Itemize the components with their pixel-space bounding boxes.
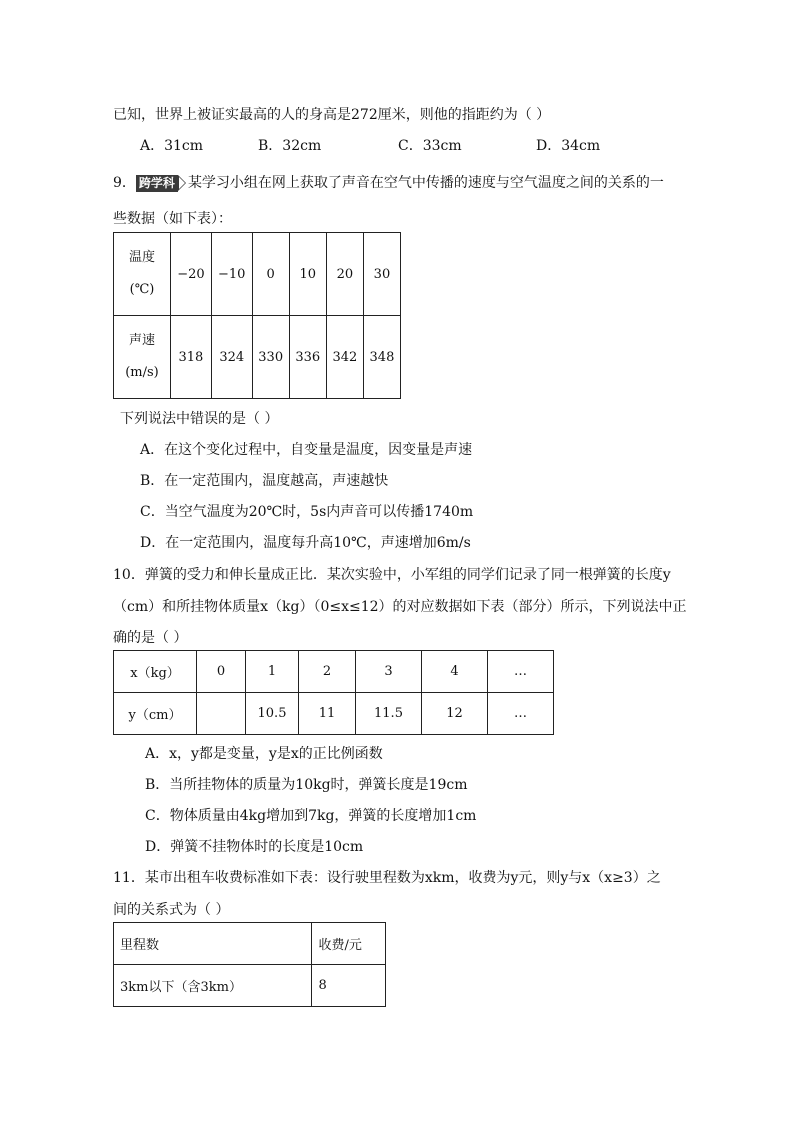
q9-stem-line2: 些数据（如下表）： [113,211,232,227]
table-cell: 11.5 [356,693,422,735]
table-cell: 318 [171,316,212,399]
table-header-cell: 收费/元 [312,923,386,965]
table-cell: 324 [211,316,252,399]
table-header-cell: 温度 (℃) [114,233,171,316]
table-cell: 3 [356,651,422,693]
table-cell: 1 [246,651,299,693]
table-cell: 348 [363,316,400,399]
q9-option-b: B．在一定范围内，温度越高，声速越快 [140,473,389,489]
q9-option-d: D．在一定范围内，温度每升高10℃，声速增加6m/s [140,535,471,551]
q9-stem-text: 某学习小组在网上获取了声音在空气中传播的速度与空气温度之间的关系的一 [187,175,664,191]
q8-option-d: D．34cm [536,138,601,154]
q11-stem-line1: 11．某市出租车收费标准如下表：设行驶里程数为xkm，收费为y元，则y与x（x≥3）之 [113,870,661,886]
taxi-fare-table [113,922,386,1007]
q9-number: 9． [113,175,136,191]
q10-stem-line1: 10．弹簧的受力和伸长量成正比．某次实验中，小军组的同学们记录了同一根弹簧的长度y [113,567,671,583]
table-row [114,651,554,693]
table-cell [197,693,246,735]
table-row [114,693,554,735]
q8-option-b: B．32cm [258,138,322,154]
table-cell: 11 [299,693,356,735]
table-cell: 20 [326,233,363,316]
table-header-cell: x（kg） [114,651,197,693]
q9-option-c: C．当空气温度为20℃时，5s内声音可以传播1740m [140,504,474,520]
q8-stem: 已知，世界上被证实最高的人的身高是272厘米，则他的指距约为（ ） [113,107,551,123]
table-cell: … [488,693,554,735]
table-cell: 8 [312,965,386,1007]
table-cell: 4 [422,651,488,693]
q8-option-a: A．31cm [140,138,204,154]
table-cell: … [488,651,554,693]
table-row [114,965,386,1007]
q9-option-a: A．在这个变化过程中，自变量是温度，因变量是声速 [140,442,473,458]
table-cell: 342 [326,316,363,399]
table-cell: 330 [252,316,289,399]
table-cell: 0 [197,651,246,693]
table-cell: 30 [363,233,400,316]
sound-speed-table [113,232,401,399]
table-row [114,233,401,316]
table-cell: 10 [289,233,326,316]
table-row [114,316,401,399]
table-cell: −20 [171,233,212,316]
interdisciplinary-badge: 跨学科 [136,175,178,192]
table-cell: 336 [289,316,326,399]
table-cell: 10.5 [246,693,299,735]
q9-question: 下列说法中错误的是（ ） [120,411,279,427]
q8-option-c: C．33cm [398,138,462,154]
spring-length-table [113,650,554,735]
table-cell: −10 [211,233,252,316]
q9-stem-line1 [113,172,664,192]
table-cell: 3km以下（含3km） [114,965,312,1007]
table-cell: 2 [299,651,356,693]
q10-stem-line3: 确的是（ ） [113,630,188,646]
table-cell: 12 [422,693,488,735]
q10-option-c: C．物体质量由4kg增加到7kg，弹簧的长度增加1cm [145,808,477,824]
q10-stem-line2: （cm）和所挂物体质量x（kg）（0≤x≤12）的对应数据如下表（部分）所示，下列说法中正 [113,599,687,615]
table-cell: 0 [252,233,289,316]
q10-option-b: B．当所挂物体的质量为10kg时，弹簧长度是19cm [145,777,468,793]
table-header-cell: 里程数 [114,923,312,965]
table-header-cell: y（cm） [114,693,197,735]
q10-option-a: A．x，y都是变量，y是x的正比例函数 [145,746,383,762]
table-header-cell: 声速 (m/s) [114,316,171,399]
q10-option-d: D．弹簧不挂物体时的长度是10cm [145,839,364,855]
q11-stem-line2: 间的关系式为（ ） [113,902,230,918]
table-row [114,923,386,965]
